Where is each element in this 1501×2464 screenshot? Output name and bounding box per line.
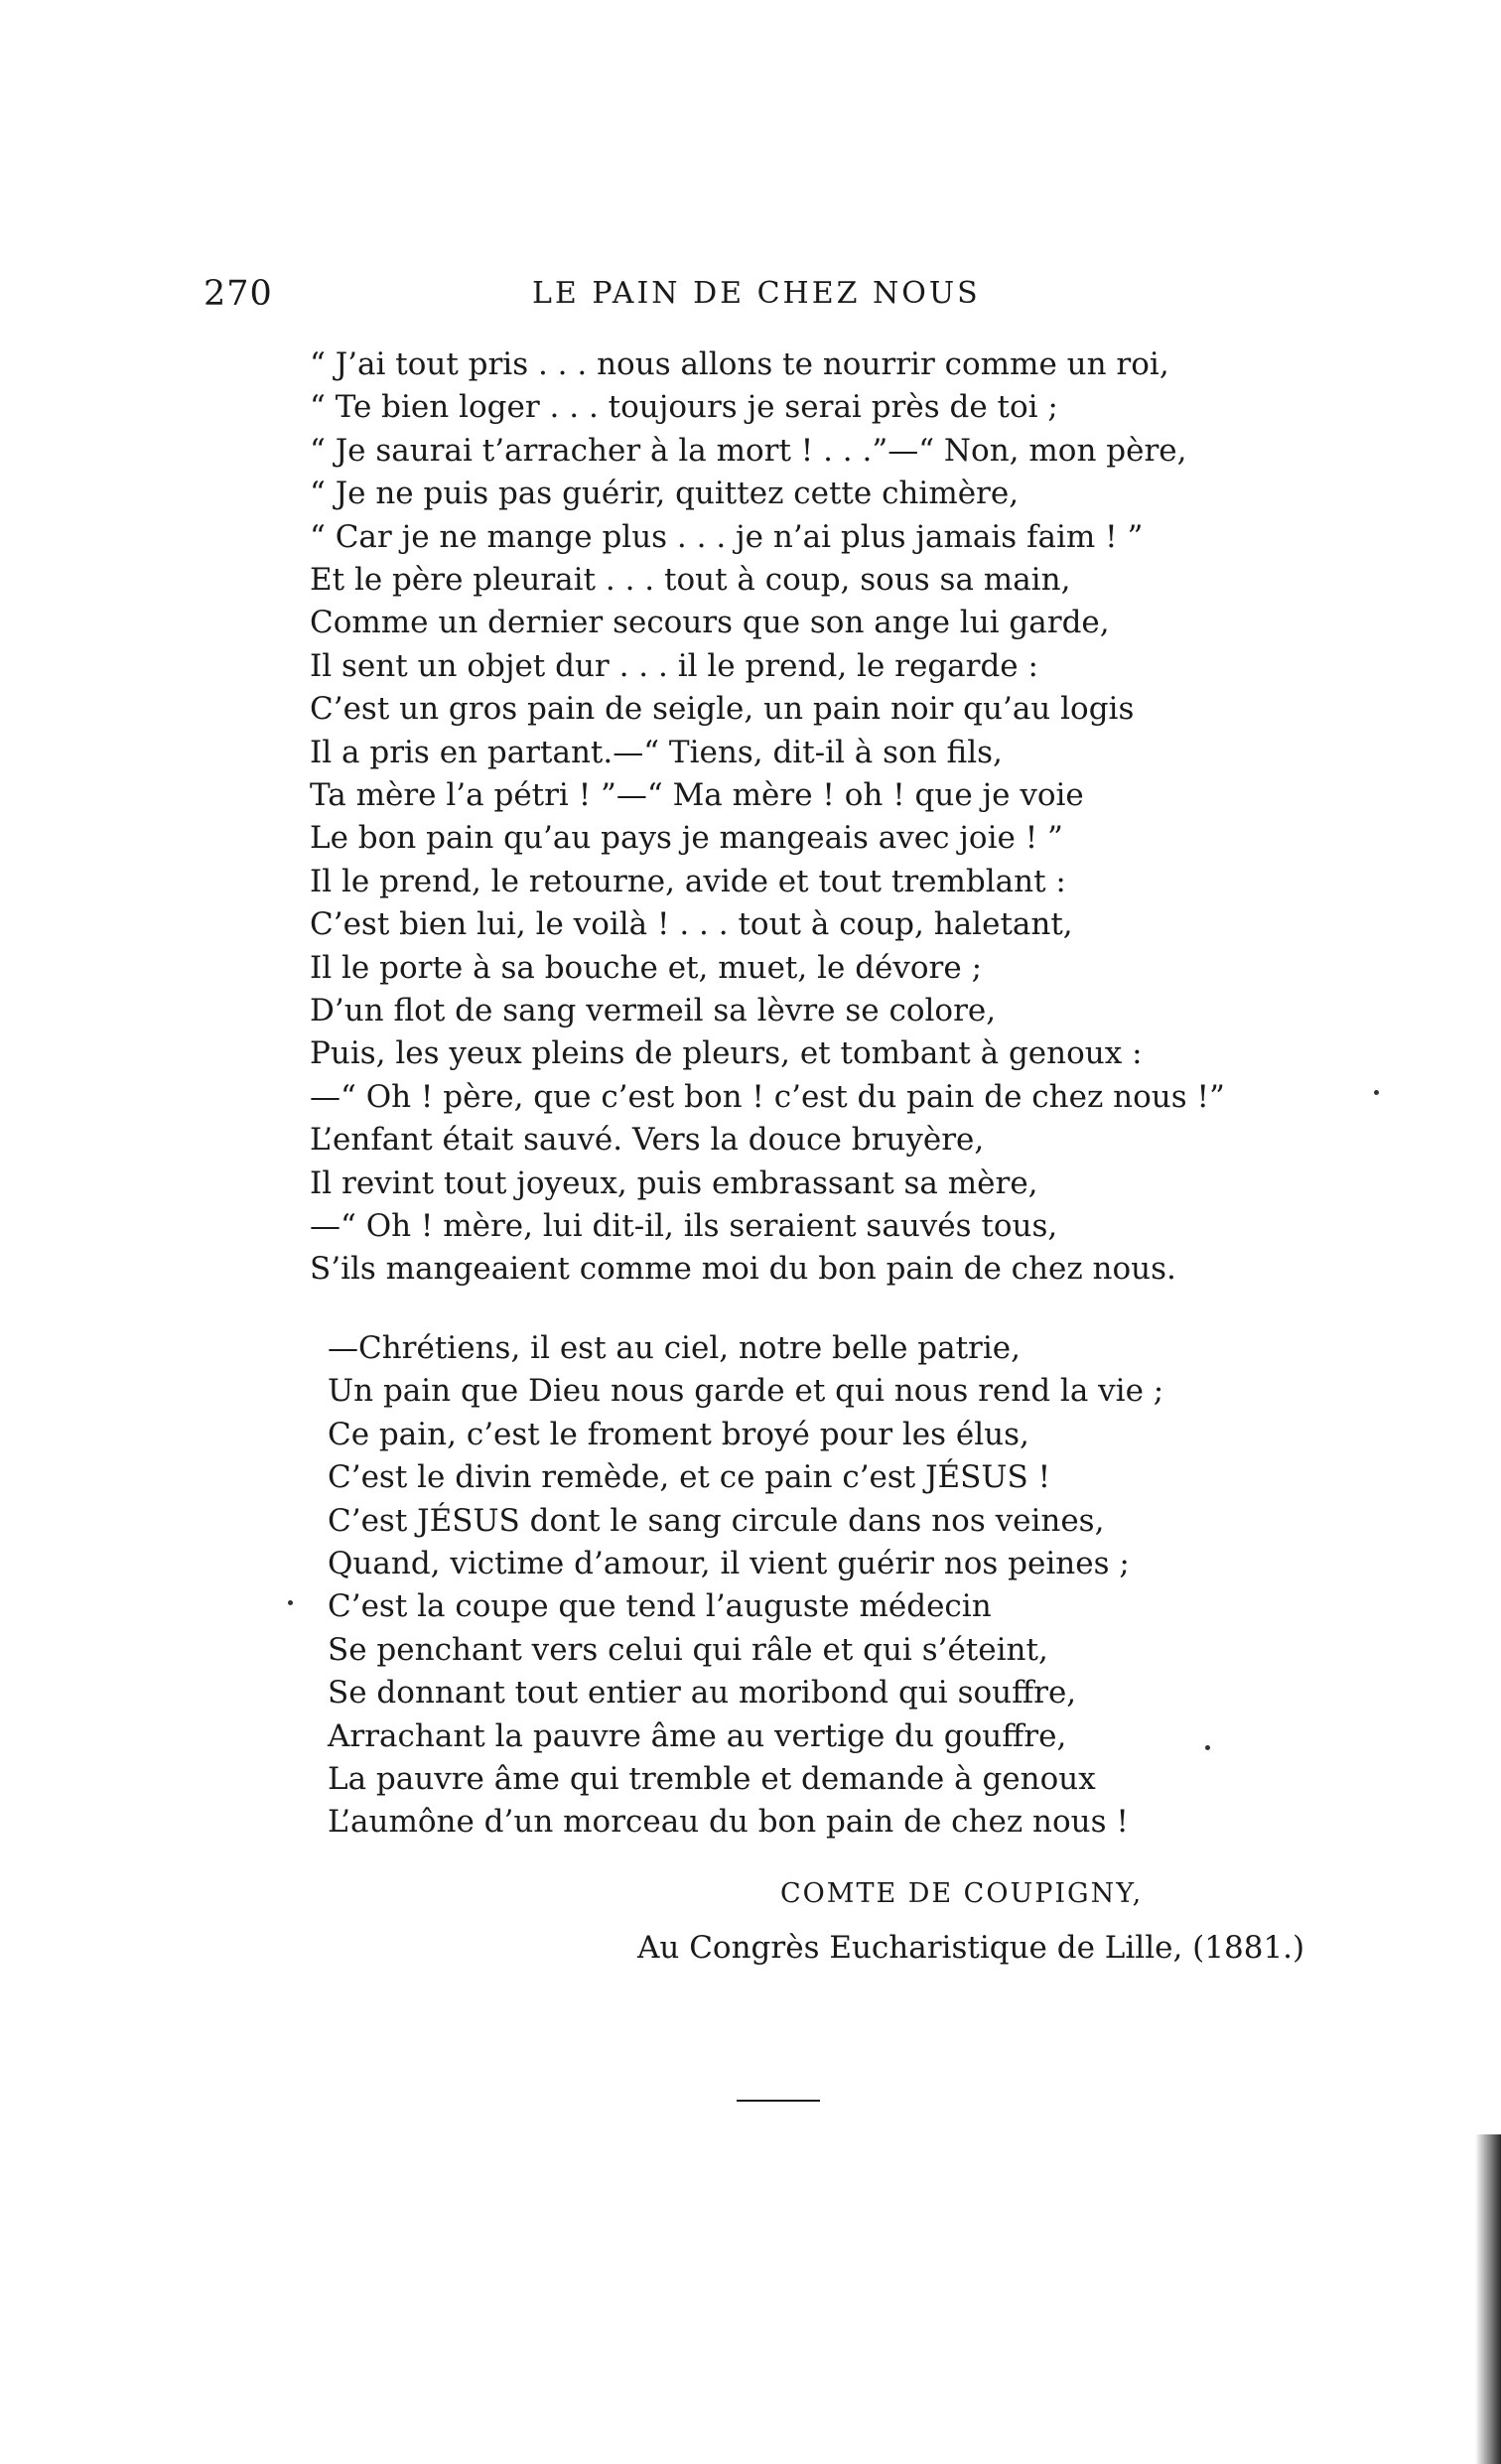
ink-speck [1205, 1745, 1210, 1750]
poem-line: Il le prend, le retourne, avide et tout tremblant : [310, 863, 1066, 899]
poem-line: Et le père pleurait . . . tout à coup, sous sa main, [310, 562, 1071, 598]
poem-line: Le bon pain qu’au pays je mangeais avec joie ! ” [310, 820, 1063, 857]
poem-line: —“ Oh ! mère, lui dit-il, ils seraient sauvés tous, [310, 1208, 1058, 1244]
author-signature: COMTE DE COUPIGNY, [780, 1878, 1144, 1909]
poem-line: L’enfant était sauvé. Vers la douce bruyère, [310, 1122, 985, 1159]
poem-line: Il sent un objet dur . . . il le prend, le regarde : [310, 647, 1038, 684]
poem-line: C’est bien lui, le voilà ! . . . tout à coup, haletant, [310, 906, 1073, 943]
poem-line: Puis, les yeux pleins de pleurs, et tombant à genoux : [310, 1035, 1143, 1072]
poem-line: —“ Oh ! père, que c’est bon ! c’est du pain de chez nous !” [310, 1078, 1225, 1115]
poem-line: —Chrétiens, il est au ciel, notre belle patrie, [328, 1330, 1021, 1366]
poem-line: Ta mère l’a pétri ! ”—“ Ma mère ! oh ! que je voie [310, 777, 1084, 813]
poem-line: Quand, victime d’amour, il vient guérir nos peines ; [328, 1546, 1130, 1581]
poem-line: Se donnant tout entier au moribond qui souffre, [328, 1675, 1077, 1711]
poem-line: Il le porte à sa bouche et, muet, le dévore ; [310, 949, 983, 986]
poem-line: Comme un dernier secours que son ange lui garde, [310, 605, 1110, 641]
poem-line: Arrachant la pauvre âme au vertige du gouffre, [328, 1717, 1067, 1754]
ink-speck [288, 1600, 293, 1605]
poem-line: L’aumône d’un morceau du bon pain de chez nous ! [328, 1804, 1129, 1841]
poem-line: Il a pris en partant.—“ Tiens, dit-il à son fils, [310, 734, 1003, 770]
poem-line: Un pain que Dieu nous garde et qui nous rend la vie ; [328, 1373, 1164, 1410]
poem-line: “ Je saurai t’arracher à la mort ! . . .”—“ Non, mon père, [310, 432, 1187, 469]
poem-line: C’est JÉSUS dont le sang circule dans nos veines, [328, 1502, 1105, 1539]
poem-line: “ Te bien loger . . . toujours je serai près de toi ; [310, 389, 1058, 426]
end-rule-divider [737, 2100, 820, 2102]
poem-line: C’est un gros pain de seigle, un pain noir qu’au logis [310, 691, 1135, 728]
poem-line: Il revint tout joyeux, puis embrassant sa mère, [310, 1164, 1038, 1201]
poem-line: Ce pain, c’est le froment broyé pour les élus, [328, 1416, 1029, 1452]
poem-line: D’un flot de sang vermeil sa lèvre se colore, [310, 993, 997, 1028]
poem-line: La pauvre âme qui tremble et demande à genoux [328, 1761, 1096, 1797]
running-title: LE PAIN DE CHEZ NOUS [532, 276, 981, 311]
poem-line: C’est le divin remède, et ce pain c’est JÉSUS ! [328, 1459, 1051, 1496]
poem-line: C’est la coupe que tend l’auguste médecin [328, 1588, 992, 1625]
poem-line: S’ils mangeaient comme moi du bon pain de chez nous. [310, 1251, 1176, 1288]
ink-speck [1374, 1090, 1379, 1095]
poem-line: “ Car je ne mange plus . . . je n’ai plus jamais faim ! ” [310, 518, 1144, 555]
poem-line: “ Je ne puis pas guérir, quittez cette chimère, [310, 476, 1020, 512]
page-edge-shadow [1475, 2134, 1501, 2464]
poem-line: Se penchant vers celui qui râle et qui s’éteint, [328, 1631, 1048, 1668]
poem-line: “ J’ai tout pris . . . nous allons te nourrir comme un roi, [310, 346, 1169, 382]
venue-line: Au Congrès Eucharistique de Lille, (1881.) [637, 1930, 1305, 1966]
page-number: 270 [204, 274, 273, 314]
